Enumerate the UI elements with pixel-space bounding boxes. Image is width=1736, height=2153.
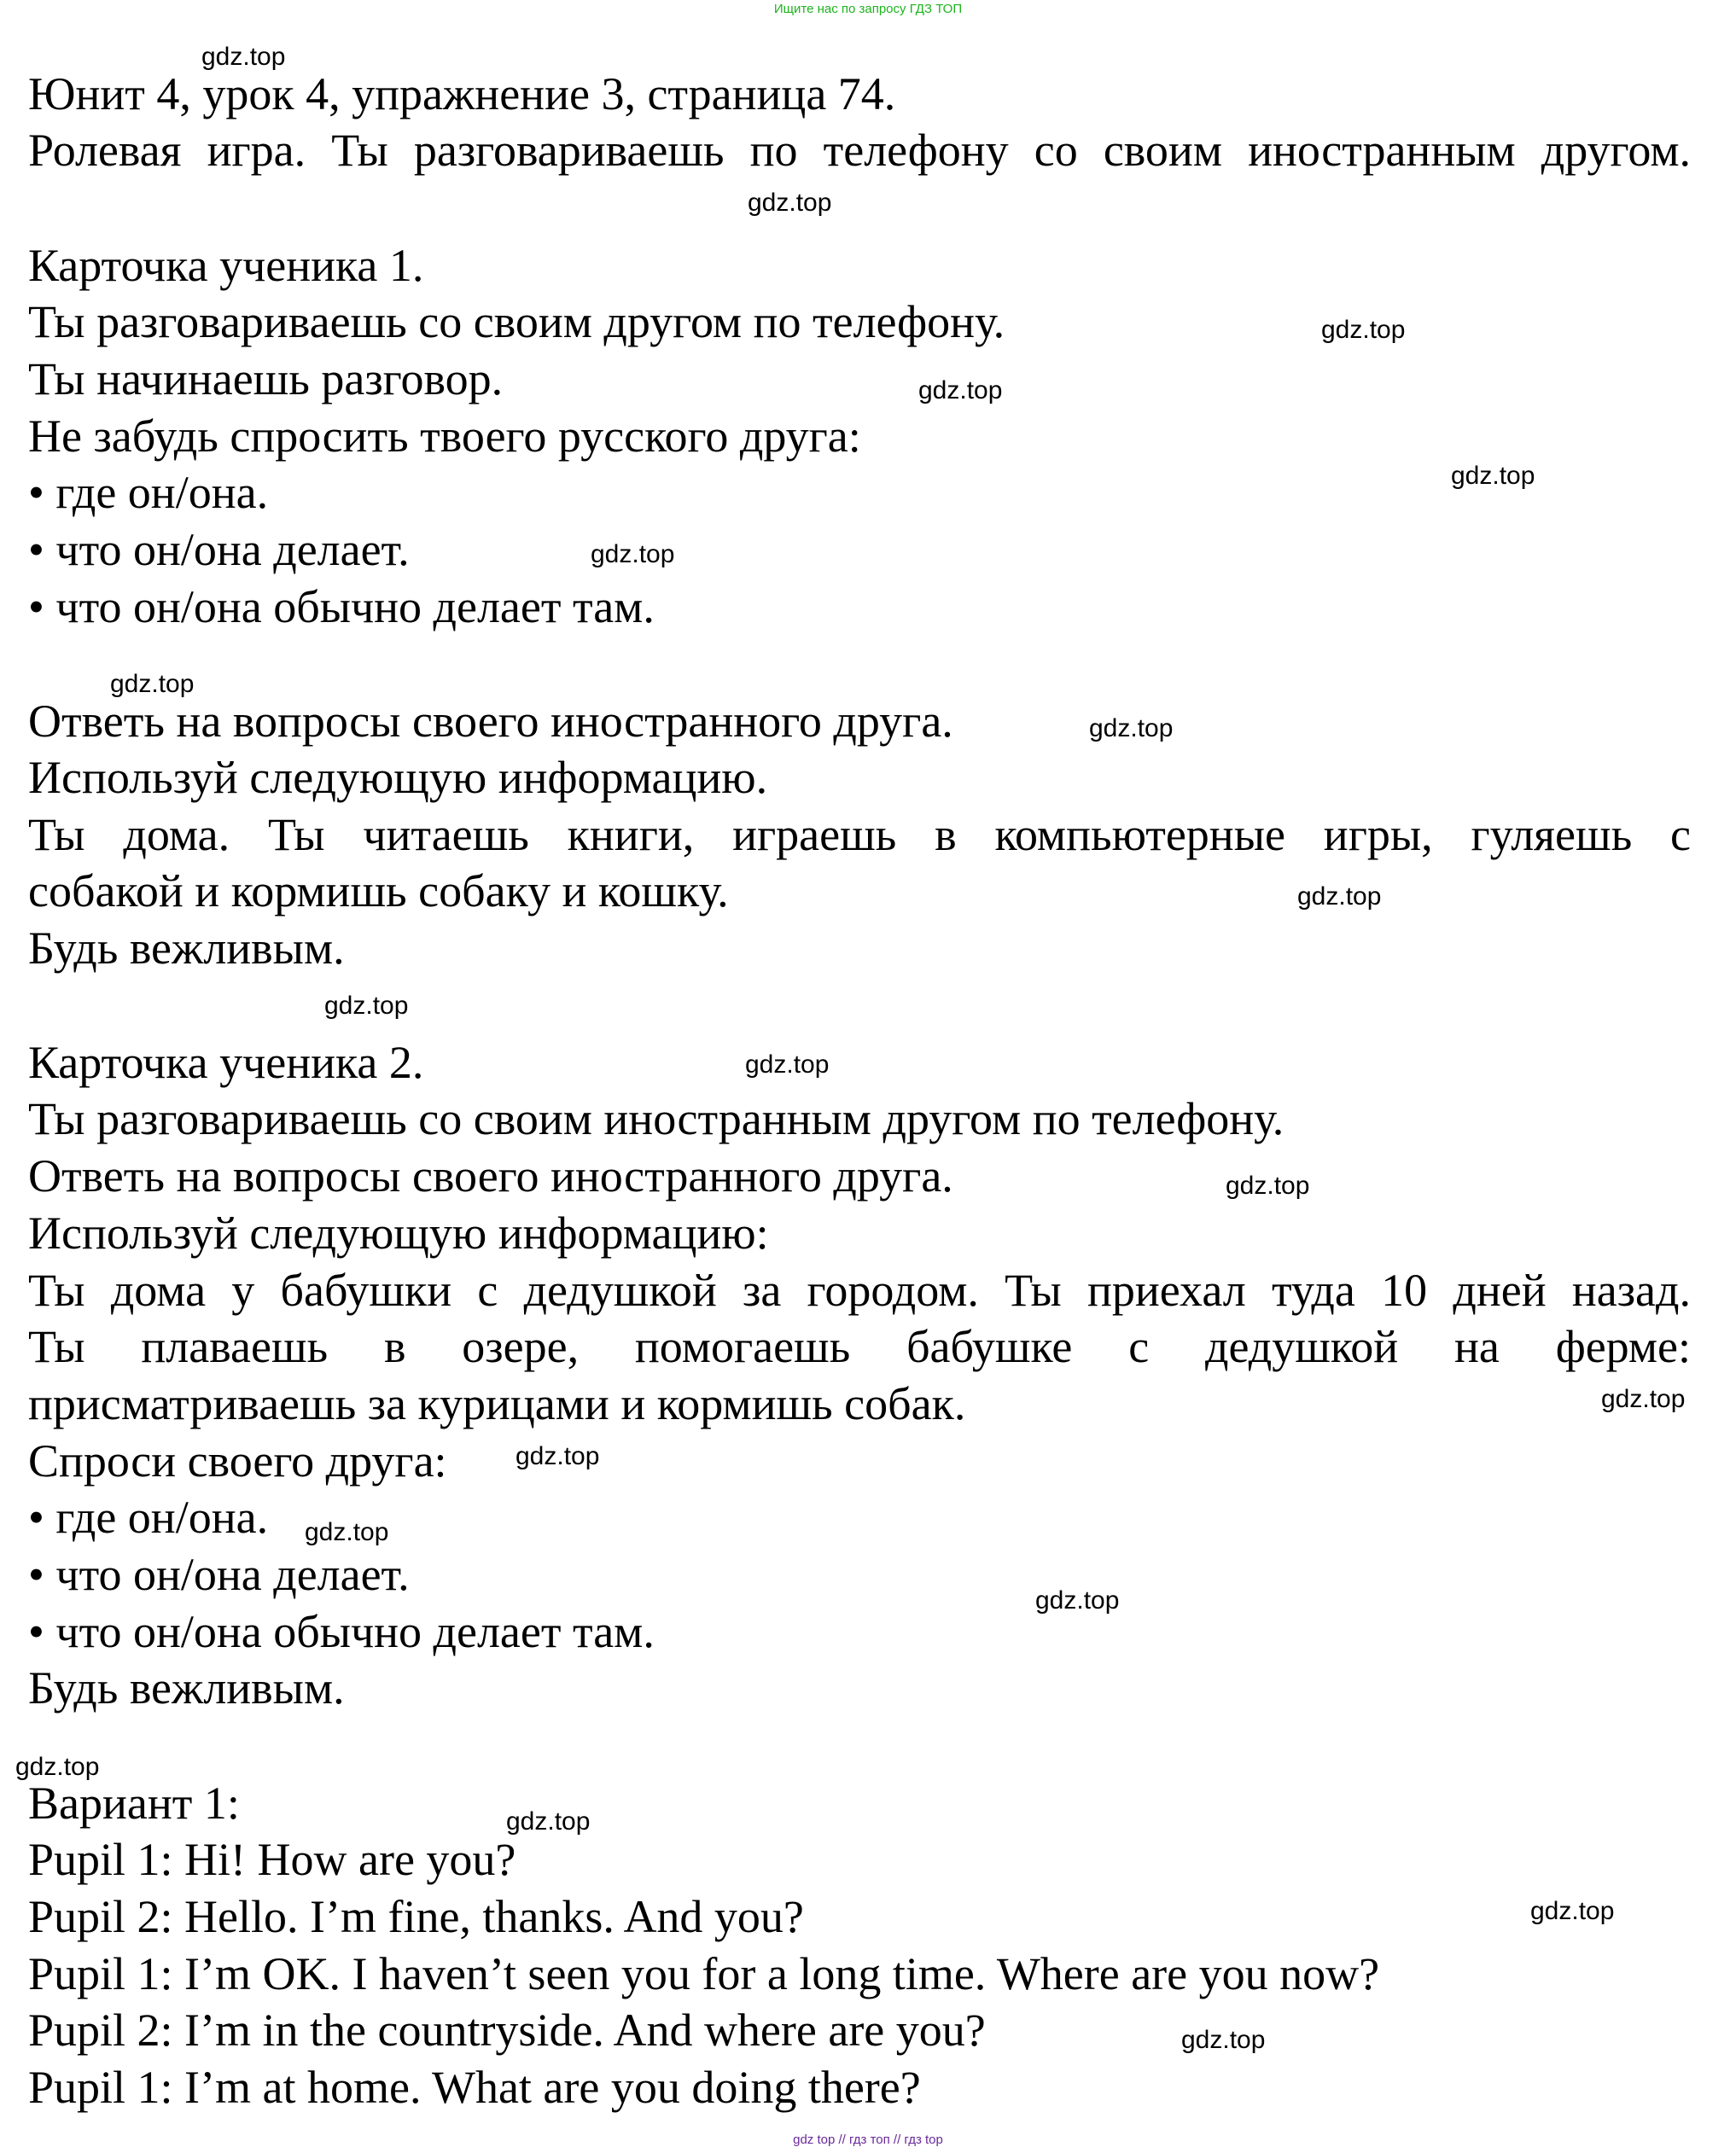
card-2-bullet: • что он/она делает.: [28, 1549, 410, 1600]
watermark: gdz.top: [201, 43, 286, 71]
card-1-bullet: • что он/она обычно делает там.: [28, 581, 655, 632]
card-1-line: Ты разговариваешь со своим другом по телефону.: [28, 296, 1005, 347]
card-2-line: присматриваешь за курицами и кормишь собак.: [28, 1378, 966, 1429]
card-2-line: Ты плаваешь в озере, помогаешь бабушке с дедушкой на ферме:: [28, 1321, 1691, 1372]
watermark: gdz.top: [305, 1518, 389, 1546]
card-1-line: собакой и кормишь собаку и кошку.: [28, 865, 729, 916]
card-2-line: Используй следующую информацию:: [28, 1207, 769, 1259]
card-2-line: Будь вежливым.: [28, 1662, 345, 1714]
bottom-banner[interactable]: gdz top // гдз топ // гдз top: [793, 2133, 943, 2147]
card-2-bullet: • где он/она.: [28, 1492, 269, 1543]
card-1-line: Ответь на вопросы своего иностранного друга.: [28, 695, 953, 747]
watermark: gdz.top: [15, 1753, 100, 1781]
card-1-line: Используй следующую информацию.: [28, 752, 768, 803]
top-banner[interactable]: Ищите нас по запросу ГДЗ ТОП: [773, 2, 963, 16]
watermark: gdz.top: [1297, 882, 1382, 911]
watermark: gdz.top: [1530, 1897, 1615, 1925]
card-1-bullet: • где он/она.: [28, 467, 269, 518]
watermark: gdz.top: [1181, 2026, 1266, 2054]
watermark: gdz.top: [1089, 714, 1174, 742]
watermark: gdz.top: [516, 1442, 600, 1470]
card-2-bullet: • что он/она обычно делает там.: [28, 1606, 655, 1657]
watermark: gdz.top: [110, 670, 195, 698]
dialogue-line: Pupil 1: I’m OK. I haven’t seen you for a long time. Where are you now?: [28, 1948, 1380, 1999]
card-1-line: Не забудь спросить твоего русского друга:: [28, 410, 861, 462]
dialogue-line: Pupil 2: Hello. I’m fine, thanks. And you?: [28, 1891, 804, 1942]
dialogue-line: Pupil 1: Hi! How are you?: [28, 1834, 516, 1885]
watermark: gdz.top: [1035, 1586, 1120, 1615]
watermark: gdz.top: [1226, 1172, 1310, 1200]
watermark: gdz.top: [506, 1807, 591, 1836]
page-title: Юнит 4, урок 4, упражнение 3, страница 74.: [28, 68, 896, 119]
card-1-bullet: • что он/она делает.: [28, 524, 410, 575]
card-2-heading: Карточка ученика 2.: [28, 1037, 424, 1088]
watermark: gdz.top: [591, 540, 675, 568]
watermark: gdz.top: [745, 1050, 830, 1079]
watermark: gdz.top: [1321, 316, 1406, 344]
card-2-line: Спроси своего друга:: [28, 1435, 447, 1487]
card-1-line: Будь вежливым.: [28, 922, 345, 974]
card-1-line: Ты дома. Ты читаешь книги, играешь в компьютерные игры, гуляешь с: [28, 809, 1691, 860]
card-1-heading: Карточка ученика 1.: [28, 240, 424, 291]
task-statement: Ролевая игра. Ты разговариваешь по телефону со своим иностранным другом.: [28, 125, 1691, 176]
card-2-line: Ты дома у бабушки с дедушкой за городом. Ты приехал туда 10 дней назад.: [28, 1265, 1691, 1316]
card-2-line: Ты разговариваешь со своим иностранным другом по телефону.: [28, 1093, 1285, 1144]
dialogue-line: Pupil 2: I’m in the countryside. And where are you?: [28, 2005, 986, 2056]
watermark: gdz.top: [1451, 462, 1535, 490]
watermark: gdz.top: [324, 992, 409, 1020]
watermark: gdz.top: [918, 376, 1003, 404]
watermark: gdz.top: [748, 189, 832, 217]
variant-heading: Вариант 1:: [28, 1778, 240, 1829]
card-2-line: Ответь на вопросы своего иностранного друга.: [28, 1150, 953, 1202]
watermark: gdz.top: [1601, 1385, 1686, 1413]
dialogue-line: Pupil 1: I’m at home. What are you doing there?: [28, 2062, 921, 2113]
card-1-line: Ты начинаешь разговор.: [28, 353, 504, 404]
